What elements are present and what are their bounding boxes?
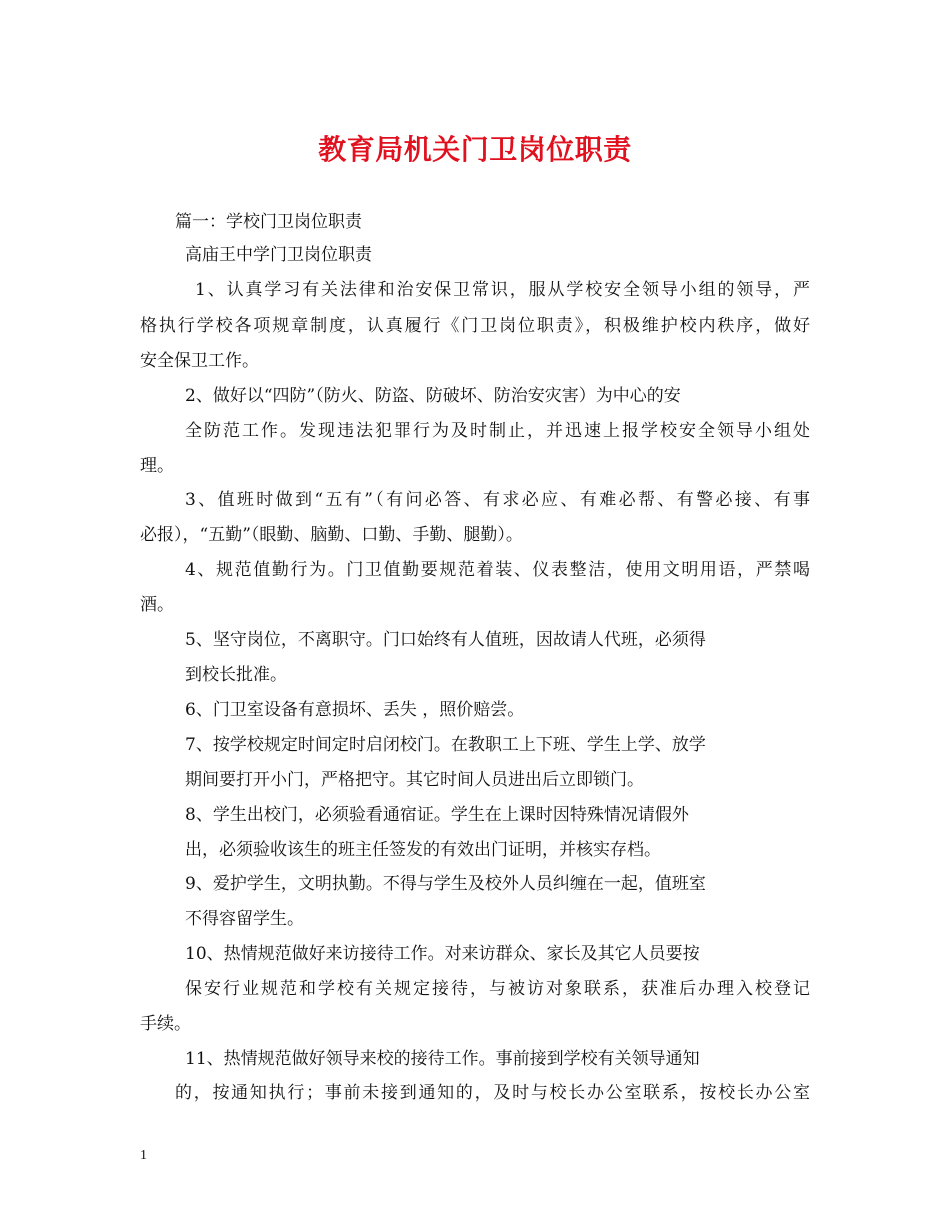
paragraph-line: 1、认真学习有关法律和治安保卫常识，服从学校安全领导小组的领导，严 [195, 280, 810, 300]
paragraph-line: 全防范工作。发现违法犯罪行为及时制止，并迅速上报学校安全领导小组处 [185, 421, 810, 441]
paragraph-line: 到校长批准。 [185, 665, 287, 685]
paragraph-line: 安全保卫工作。 [140, 351, 259, 371]
paragraph-line: 酒。 [140, 595, 174, 615]
paragraph-line: 手续。 [140, 1014, 191, 1034]
paragraph-line: 5、坚守岗位，不离职守。门口始终有人值班，因故请人代班，必须得 [185, 630, 706, 650]
paragraph-line: 格执行学校各项规章制度，认真履行《门卫岗位职责》，积极维护校内秩序，做好 [140, 316, 810, 336]
paragraph-line: 不得容留学生。 [185, 909, 304, 929]
paragraph-line: 理。 [140, 456, 174, 476]
paragraph-line: 10、热情规范做好来访接待工作。对来访群众、家长及其它人员要按 [185, 944, 700, 964]
page-number: 1 [140, 1148, 147, 1163]
paragraph-line: 3、值班时做到“五有”（有问必答、有求必应、有难必帮、有警必接、有事 [185, 490, 810, 510]
paragraph-line: 出，必须验收该生的班主任签发的有效出门证明，并核实存档。 [185, 840, 661, 860]
paragraph-line: 9、爱护学生，文明执勤。不得与学生及校外人员纠缠在一起，值班室 [185, 874, 706, 894]
document-title: 教育局机关门卫岗位职责 [318, 133, 632, 166]
paragraph-line: 2、做好以“四防”（防火、防盗、防破坏、防治安灾害）为中心的安 [185, 386, 681, 406]
paragraph-line: 7、按学校规定时间定时启闭校门。在教职工上下班、学生上学、放学 [185, 735, 706, 755]
paragraph-line: 4、规范值勤行为。门卫值勤要规范着装、仪表整洁，使用文明用语，严禁喝 [185, 560, 810, 580]
paragraph-line: 的，按通知执行；事前未接到通知的，及时与校长办公室联系，按校长办公室 [175, 1083, 810, 1103]
paragraph-line: 保安行业规范和学校有关规定接待，与被访对象联系，获准后办理入校登记 [185, 979, 810, 999]
paragraph-line: 11、热情规范做好领导来校的接待工作。事前接到学校有关领导通知 [185, 1049, 700, 1069]
subheading: 高庙王中学门卫岗位职责 [185, 245, 372, 265]
paragraph-line: 8、学生出校门，必须验看通宿证。学生在上课时因特殊情况请假外 [185, 805, 689, 825]
paragraph-line: 必报），“五勤”（眼勤、脑勤、口勤、手勤、腿勤）。 [140, 525, 523, 545]
paragraph-line: 期间要打开小门，严格把守。其它时间人员进出后立即锁门。 [185, 770, 644, 790]
section-heading: 篇一：学校门卫岗位职责 [175, 212, 362, 232]
paragraph-line: 6、门卫室设备有意损坏、丢失 ，照价赔尝。 [185, 700, 525, 720]
